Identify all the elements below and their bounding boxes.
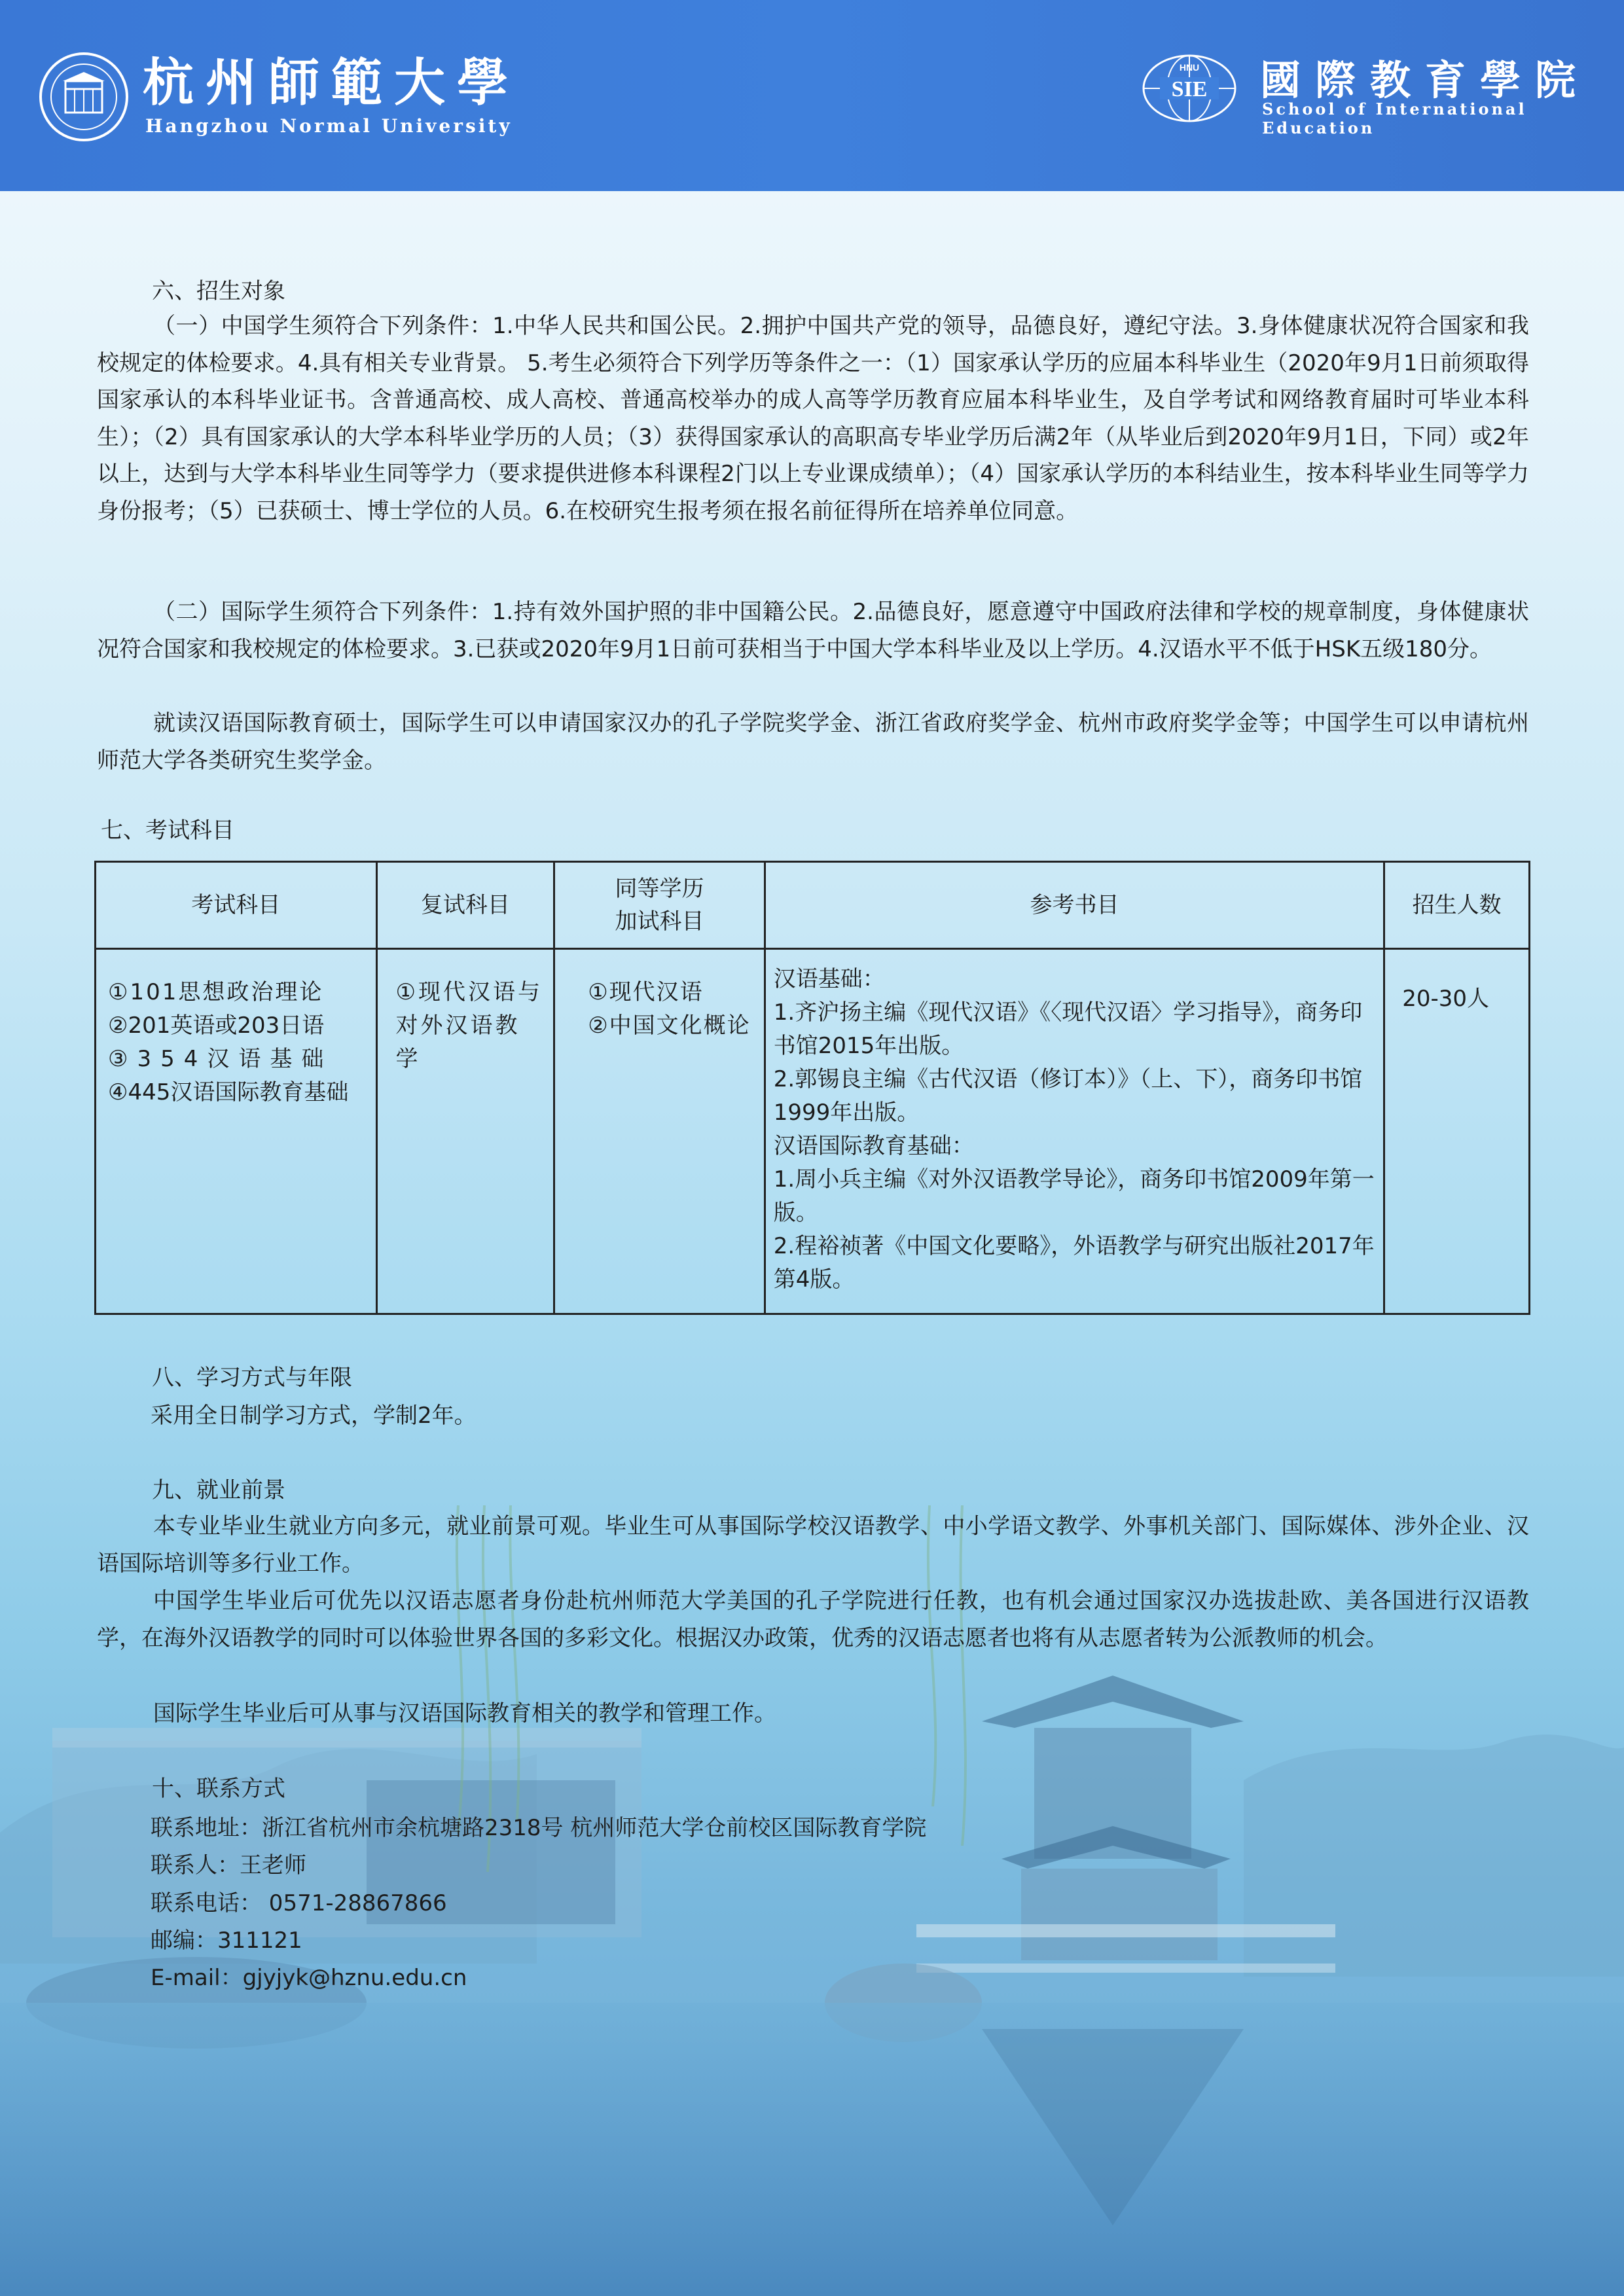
section-9-para-chinese-graduates: 中国学生毕业后可优先以汉语志愿者身份赴杭州师范大学美国的孔子学院进行任教，也有机会通过国家汉办选拔赴欧、美各国进行汉语教学，在海外汉语教学的同时可以体验世界各国的多彩文化。根据汉办政策，优秀的汉语志愿者也将有从志愿者转为公派教师的机会。: [97, 1588, 1529, 1651]
header-references: 参考书目: [765, 862, 1384, 949]
enrollment-count: 20-30人: [1402, 986, 1489, 1012]
school-globe-logo-icon: [1140, 52, 1238, 124]
header-extra-line-2: 加试科目: [615, 908, 704, 935]
retest-subjects-cell: [376, 949, 554, 1314]
header-extra-line-1: 同等学历: [615, 876, 704, 902]
section-8-text: 采用全日制学习方式，学制2年。: [151, 1403, 477, 1429]
university-name-en: Hangzhou Normal University: [145, 115, 513, 137]
exam-subject-item: ①101思想政治理论: [108, 979, 324, 1005]
exam-subject-item: ③354汉语基础: [108, 1046, 333, 1072]
contact-postcode: 邮编：311121: [151, 1928, 302, 1954]
reference-item: 汉语国际教育基础：: [773, 1133, 974, 1159]
section-6-heading: 六、招生对象: [152, 278, 285, 304]
school-badge-top-text: HNU: [1179, 62, 1200, 73]
table-row: [96, 949, 1530, 1314]
section-9-para-international-graduates: 国际学生毕业后可从事与汉语国际教育相关的教学和管理工作。: [153, 1700, 776, 1727]
contact-email: E-mail：gjyjyk@hznu.edu.cn: [151, 1965, 467, 1991]
exam-subjects-table: [94, 861, 1530, 1315]
contact-address: 联系地址：浙江省杭州市余杭塘路2318号 杭州师范大学仓前校区国际教育学院: [151, 1815, 927, 1841]
retest-subject-item: ①现代汉语与对外汉语教学: [395, 979, 543, 1072]
section-6-para-chinese-students: （一）中国学生须符合下列条件：1.中华人民共和国公民。2.拥护中国共产党的领导，品德良好，遵纪守法。3.身体健康状况符合国家和我校规定的体检要求。4.具有相关专业背景。 5.考生必须符合下列学历等条件之一：（1）国家承认学历的应届本科毕业生（2020年9月1日前须取得国家承认的本科毕业证书。含普通高校、成人高校、普通高校举办的成人高等学历教育应届本科毕业生，及自学考试和网络教育届时可毕业本科生）；（2）具有国家承认的大学本科毕业学历的人员；（3）获得国家承认的高职高专毕业学历后满2年（从毕业后到2020年9月1日，下同）或2年以上，达到与大学本科毕业生同等学力（要求提供进修本科课程2门以上专业课成绩单）；（4）国家承认学历的本科结业生，按本科毕业生同等学力身份报考；（5）已获硕士、博士学位的人员。6.在校研究生报考须在报名前征得所在培养单位同意。: [97, 313, 1529, 524]
section-6-para-scholarships: 就读汉语国际教育硕士，国际学生可以申请国家汉办的孔子学院奖学金、浙江省政府奖学金、杭州市政府奖学金等；中国学生可以申请杭州师范大学各类研究生奖学金。: [97, 710, 1529, 774]
reference-item: 汉语基础：: [773, 966, 885, 992]
header-retest-subjects: 复试科目: [376, 862, 554, 949]
extra-subject-item: ②中国文化概论: [588, 1013, 751, 1039]
header-extra-subjects: [554, 862, 765, 949]
exam-subject-item: ②201英语或203日语: [108, 1013, 325, 1039]
section-9-heading: 九、就业前景: [152, 1477, 285, 1503]
exam-subject-item: ④445汉语国际教育基础: [108, 1079, 349, 1105]
section-10-heading: 十、联系方式: [152, 1776, 285, 1802]
extra-subject-item: ①现代汉语: [588, 979, 704, 1005]
extra-subjects-cell: [554, 949, 765, 1314]
reference-item: 1.周小兵主编《对外汉语教学导论》，商务印书馆2009年第一版。: [773, 1166, 1375, 1226]
references-cell: [765, 949, 1384, 1314]
school-name-cn: 國際教育學院: [1260, 56, 1591, 104]
section-8-heading: 八、学习方式与年限: [152, 1365, 352, 1391]
table-header-row: [96, 862, 1530, 949]
school-badge-text: SIE: [1171, 77, 1208, 101]
university-name-cn: 杭州師範大學: [143, 53, 520, 113]
university-seal-icon: [38, 51, 130, 143]
school-name-en: School of International Education: [1262, 99, 1527, 137]
contact-person: 联系人：王老师: [151, 1852, 306, 1878]
header-enrollment: 招生人数: [1384, 862, 1530, 949]
header-banner: [0, 0, 1624, 191]
contact-phone: 联系电话： 0571-28867866: [151, 1890, 447, 1916]
exam-subjects-cell: [96, 949, 377, 1314]
header-exam-subjects: 考试科目: [96, 862, 377, 949]
enrollment-cell: [1384, 949, 1530, 1314]
section-9-para-career: 本专业毕业生就业方向多元，就业前景可观。毕业生可从事国际学校汉语教学、中小学语文教学、外事机关部门、国际媒体、涉外企业、汉语国际培训等多行业工作。: [97, 1513, 1529, 1577]
section-6-para-international-students: （二）国际学生须符合下列条件：1.持有效外国护照的非中国籍公民。2.品德良好，愿意遵守中国政府法律和学校的规章制度，身体健康状况符合国家和我校规定的体检要求。3.已获或2020年9月1日前可获相当于中国大学本科毕业及以上学历。4.汉语水平不低于HSK五级180分。: [97, 599, 1529, 662]
reference-item: 1.齐沪扬主编《现代汉语》《〈现代汉语〉学习指导》，商务印书馆2015年出版。: [773, 999, 1363, 1059]
section-7-heading: 七、考试科目: [101, 817, 234, 844]
reference-item: 2.郭锡良主编《古代汉语（修订本）》（上、下），商务印书馆1999年出版。: [773, 1066, 1363, 1126]
reference-item: 2.程裕祯著《中国文化要略》，外语教学与研究出版社2017年第4版。: [773, 1233, 1375, 1293]
